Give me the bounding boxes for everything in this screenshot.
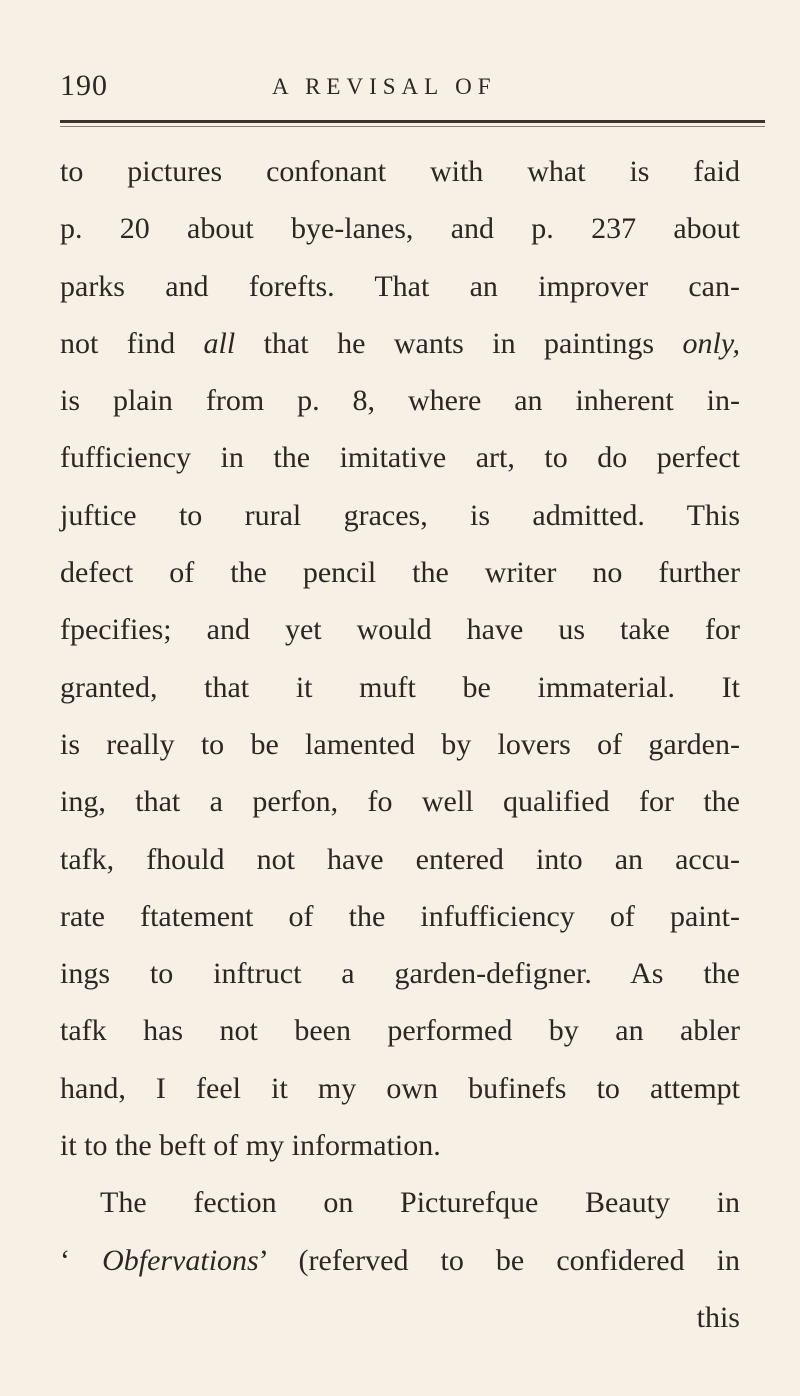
- text-line: to pictures confonant with what is faid: [60, 155, 740, 188]
- header-rule-thin: [60, 126, 765, 127]
- text-run: not find: [60, 326, 204, 360]
- text-line: The fection on Picturefque Beauty in: [100, 1186, 740, 1220]
- text-line: granted, that it muft be immaterial. It: [60, 670, 740, 704]
- text-run: ‘: [60, 1243, 103, 1277]
- text-line: fpecifies; and yet would have us take for: [60, 613, 740, 647]
- text-run: that he wants in paintings: [235, 326, 683, 360]
- text-line: defect of the pencil the writer no further: [60, 556, 740, 590]
- text-line: ing, that a perfon, fo well qualified for the: [60, 785, 740, 819]
- page-number: 190: [60, 69, 108, 102]
- text-line: fufficiency in the imitative art, to do perfect: [60, 441, 740, 475]
- running-head: [60, 68, 760, 104]
- text-line: it to the beft of my information.: [60, 1129, 441, 1163]
- text-line: tafk, fhould not have entered into an accu-: [60, 842, 740, 876]
- text-line: tafk has not been performed by an abler: [60, 1014, 740, 1048]
- catchword: this: [696, 1300, 740, 1334]
- text-line: parks and forefts. That an improver can-: [60, 269, 740, 303]
- text-line: [60, 1232, 740, 1289]
- text-line: hand, I feel it my own bufinefs to attempt: [60, 1071, 740, 1105]
- italic-run: only: [682, 326, 733, 360]
- text-line: rate ftatement of the infufficiency of paint-: [60, 899, 740, 933]
- italic-run: all: [203, 326, 236, 360]
- text-line: juftice to rural graces, is admitted. This: [60, 498, 740, 532]
- text-run: ’ (referved to be confidered in: [258, 1243, 740, 1277]
- text-line: p. 20 about bye-lanes, and p. 237 about: [60, 212, 740, 246]
- text-line: is really to be lamented by lovers of garden-: [60, 727, 740, 761]
- text-run: ,: [732, 326, 740, 360]
- text-line: ings to inftruct a garden-defigner. As the: [60, 957, 740, 991]
- text-line: is plain from p. 8, where an inherent in-: [60, 384, 740, 418]
- header-rule: [60, 120, 765, 123]
- italic-run: Obfervations: [102, 1243, 259, 1277]
- text-line: [60, 315, 740, 372]
- running-title: A REVISAL OF: [272, 74, 497, 99]
- body-text: [60, 143, 770, 1346]
